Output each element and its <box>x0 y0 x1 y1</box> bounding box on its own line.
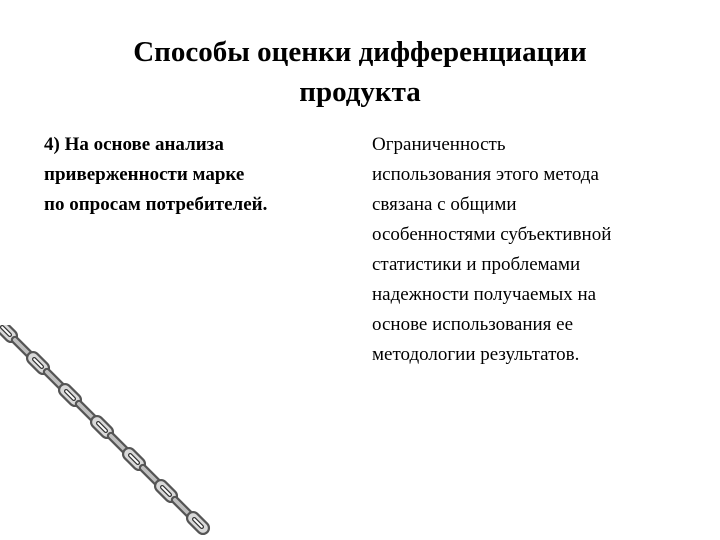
left-line: по опросам потребителей. <box>44 194 268 215</box>
right-line: методологии результатов. <box>372 344 580 365</box>
title-line-2: продукта <box>299 76 421 108</box>
slide-title <box>40 32 680 112</box>
right-line: надежности получаемых на <box>372 284 597 305</box>
right-line: связана с общими <box>372 194 517 215</box>
method-limitation <box>372 130 702 370</box>
right-line: особенностями субъективной <box>372 224 612 245</box>
right-line: Ограниченность <box>372 134 506 155</box>
right-line: использования этого метода <box>372 164 599 185</box>
left-line: приверженности марке <box>44 164 245 185</box>
right-line: основе использования ее <box>372 314 574 335</box>
title-line-1: Способы оценки дифференциации <box>133 36 587 68</box>
method-description <box>44 130 344 220</box>
left-line: 4) На основе анализа <box>44 134 224 155</box>
chain-link <box>185 510 212 537</box>
right-line: статистики и проблемами <box>372 254 581 275</box>
chain-icon <box>0 325 220 540</box>
